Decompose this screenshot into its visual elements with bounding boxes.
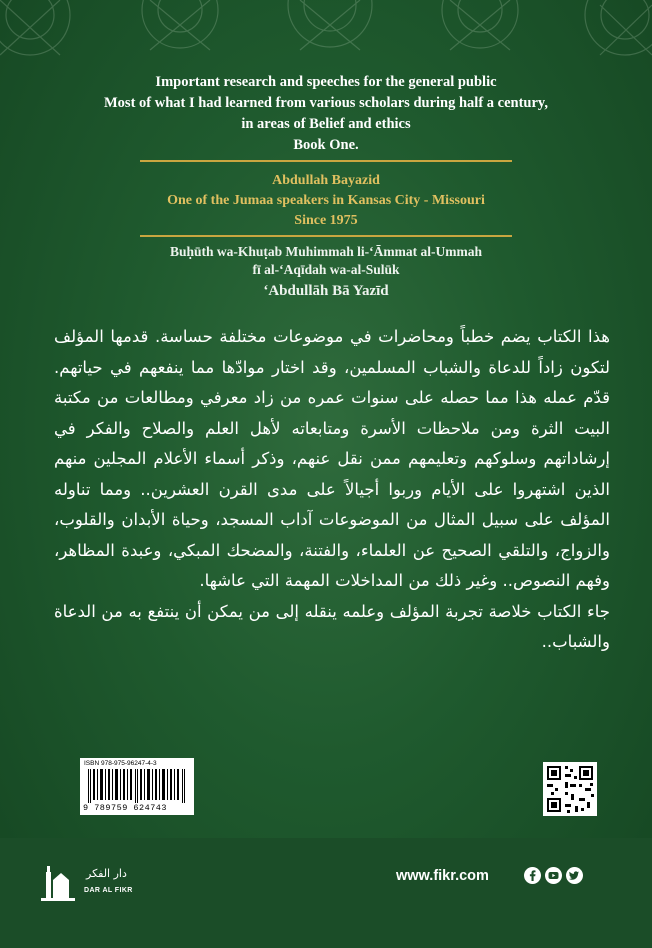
description-paragraph: هذا الكتاب يضم خطباً ومحاضرات في موضوعات مختلفة حساسة. قدمها المؤلف لتكون زاداً للدعاة والشباب المسلمين، وقد اختار موادّها مما ينفعهم في حياتهم. قدّم عمله هذا مما حصله على سنوات عمره من زاد معرفي ومطالعات من مكتبة البيت الثرة ومن ملاحظات الأسرة ومتابعاته لأهل العلم والصلاح والفكر في إرشاداتهم وسلوكهم وتعليمهم ممن نقل عنهم، وذكر أسماء الأعلام المجلين منهم الذين اشتهروا على الأيام وربوا أجيالاً على مدى القرن العشرين.. ومما تناوله المؤلف على سبيل المثال من الموضوعات آداب المسجد، وحياة الأبدان والقلوب، والزواج، والتلقي الصحيح عن العلماء، والفتنة، والمضحك المبكي، وعبدة المظاهر، وفهم النصوص.. وغير ذلك من المداخلات المهمة التي عاشها. bbox=[54, 327, 610, 590]
transliterated-title: fī al-ʻAqīdah wa-al-Sulūk bbox=[252, 262, 400, 277]
gold-divider bbox=[140, 235, 512, 237]
subtitle-line: Important research and speeches for the general public bbox=[155, 74, 497, 90]
barcode-digits: 9 789759 624743 bbox=[83, 803, 168, 813]
isbn-label: ISBN 978-975-96247-4-3 bbox=[84, 760, 157, 767]
transliterated-title-block bbox=[0, 243, 652, 300]
barcode-bars bbox=[88, 769, 188, 803]
author-block bbox=[0, 171, 652, 231]
subtitle-line: Book One. bbox=[293, 137, 359, 153]
transliterated-author: ʻAbdullāh Bā Yazīd bbox=[263, 283, 389, 299]
twitter-icon[interactable] bbox=[566, 867, 583, 884]
publisher-name-english: DAR AL FIKR bbox=[84, 887, 133, 894]
subtitle-line: in areas of Belief and ethics bbox=[241, 116, 411, 132]
author-since: Since 1975 bbox=[294, 213, 358, 228]
youtube-icon[interactable] bbox=[545, 867, 562, 884]
youtube-glyph bbox=[545, 867, 562, 884]
book-description bbox=[54, 322, 610, 658]
description-paragraph: جاء الكتاب خلاصة تجربة المؤلف وعلمه ينقله إلى من يمكن أن ينتفع به من الدعاة والشباب.. bbox=[54, 601, 610, 651]
author-role: One of the Jumaa speakers in Kansas City - Missouri bbox=[167, 193, 485, 208]
publisher-logo-icon bbox=[36, 862, 80, 902]
facebook-icon[interactable] bbox=[524, 867, 541, 884]
facebook-glyph bbox=[524, 867, 541, 884]
qr-code[interactable] bbox=[543, 762, 597, 816]
transliterated-title: Buḥūth wa-Khuṭab Muhimmah li-ʻĀmmat al-Ummah bbox=[169, 244, 483, 259]
subtitle-block bbox=[0, 72, 652, 156]
qr-code-pattern bbox=[543, 762, 597, 816]
geometric-pattern bbox=[0, 0, 652, 70]
twitter-glyph bbox=[566, 867, 583, 884]
publisher-name-arabic: دار الفكر bbox=[86, 867, 127, 880]
website-link[interactable]: www.fikr.com bbox=[396, 868, 489, 884]
isbn-barcode bbox=[80, 758, 194, 815]
subtitle-line: Most of what I had learned from various scholars during half a century, bbox=[103, 95, 548, 111]
author-name: Abdullah Bayazid bbox=[272, 173, 380, 188]
gold-divider bbox=[140, 160, 512, 162]
